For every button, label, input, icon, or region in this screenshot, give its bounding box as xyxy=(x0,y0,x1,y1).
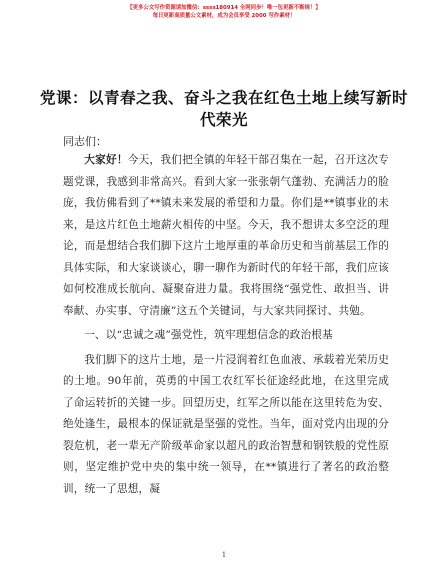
section-1-heading: 一、以“忠诚之魂”强党性，筑牢理想信念的政治根基 xyxy=(84,329,333,341)
page-number: 1 xyxy=(221,551,227,559)
promo-banner-line2: 每日更新高质量公文素材，成为会员享受 2000 写作素材！ xyxy=(152,13,296,19)
salutation: 同志们： xyxy=(63,135,107,148)
greeting-text: 大家好！ xyxy=(84,154,128,166)
paragraph-1-text: 今天，我们把全镇的年轻干部召集在一起，召开这次专题党课，我感到非常高兴。看到大家一张张朝气蓬勃、充满活力的脸庞，我仿佛看到了**镇未来发展的希望和力量。你们是**镇事业的未来，是这片红色土地薪火相传的中坚。今天，我不想讲太多空泛的理论，而是想结合我们脚下这片土地厚重的革命历史和当前基层工作的具体实际，和大家谈谈心，聊一聊作为新时代的年轻干部，我们应该如何校准成长航向、凝聚奋进力量。我将围绕“强党性、敢担当、讲奉献、办实事、守清廉”这五个关键词，与大家共同探讨、共勉。 xyxy=(63,154,389,317)
promo-banner-line1: 【更多公文写作资源请加微信：ssss180914 全网同步！唯一包更新不断续！】 xyxy=(127,5,321,11)
document-body xyxy=(63,150,389,500)
paragraph-1 xyxy=(63,150,389,322)
paragraph-2: 我们脚下的这片土地，是一片浸润着红色血液、承载着光荣历史的土地。90年前，英勇的中国工农红军长征途经此地，在这里完成了命运转折的关键一步。回望历史，红军之所以能在这里转危为安、绝处逢生，最根本的保证就是坚强的党性。当年，面对党内出现的分裂危机，老一辈无产阶级革命家以超凡的政治智慧和钢铁般的党性原则，坚定维护党中央的集中统一领导，在**镇进行了著名的政治整训，统一了思想，凝 xyxy=(63,353,389,495)
promo-banner xyxy=(0,4,448,20)
document-title: 党课：以青春之我、奋斗之我在红色土地上续写新时代荣光 xyxy=(40,89,409,129)
